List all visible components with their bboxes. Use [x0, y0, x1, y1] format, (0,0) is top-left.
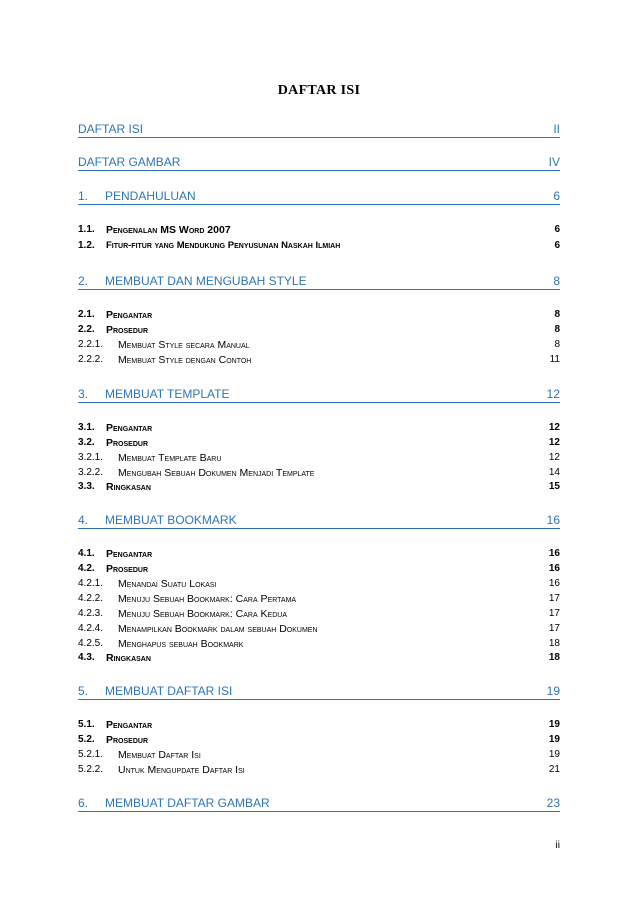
toc-entry-page: 19: [546, 684, 560, 698]
toc-entry-page: 18: [548, 652, 560, 663]
toc-entry-number: 4.2.2.: [78, 593, 104, 604]
toc-entry-page: 8: [553, 274, 560, 288]
toc-entry-number: 5.1.: [78, 719, 95, 730]
toc-entry-number: 4.3.: [78, 652, 95, 663]
toc-entry-number: 4.2.4.: [78, 623, 104, 634]
toc-entry-page: IV: [548, 155, 560, 169]
page-title: DAFTAR ISI: [277, 83, 361, 98]
toc-entry-page: 18: [548, 638, 560, 649]
toc-entry-number: 5.: [78, 684, 89, 698]
toc-entry-chapter-1[interactable]: [78, 189, 560, 207]
toc-entry-text: Pengenalan MS Word 2007: [106, 224, 231, 236]
toc-entry-text: Pengantar: [106, 422, 153, 434]
toc-entry-text: Pengantar: [106, 719, 153, 731]
toc-entry-3-2-1[interactable]: [78, 452, 560, 467]
toc-underline: [78, 289, 560, 290]
toc-entry-number: 5.2.1.: [78, 749, 104, 760]
toc-entry-page: II: [553, 122, 560, 136]
toc-entry-number: 4.1.: [78, 548, 95, 559]
toc-entry-text: DAFTAR ISI: [78, 122, 144, 136]
toc-entry-text: Ringkasan: [106, 481, 151, 493]
toc-entry-1-2[interactable]: [78, 240, 560, 255]
toc-entry-page: 21: [548, 764, 560, 775]
toc-underline: [78, 528, 560, 529]
toc-entry-page: 11: [549, 354, 560, 365]
page-number: ii: [555, 840, 560, 851]
toc-entry-page: 16: [548, 563, 560, 574]
toc-entry-4-2-3[interactable]: [78, 608, 560, 623]
toc-entry-page: 8: [554, 339, 560, 350]
toc-entry-text: Menandai Suatu Lokasi: [118, 578, 217, 590]
toc-entry-3-3[interactable]: [78, 481, 560, 496]
toc-entry-page: 16: [548, 548, 560, 559]
toc-entry-page: 19: [548, 749, 560, 760]
toc-entry-text: Menuju Sebuah Bookmark: Cara Pertama: [118, 593, 297, 605]
toc-entry-text: Fitur-fitur yang Mendukung Penyusunan Naskah Ilmiah: [106, 240, 341, 251]
toc-entry-page: 17: [548, 608, 560, 619]
toc-entry-text: Prosedur: [106, 734, 149, 746]
toc-entry-page: 8: [554, 324, 560, 335]
toc-entry-number: 1.1.: [78, 224, 95, 235]
toc-entry-text: Untuk Mengupdate Daftar Isi: [118, 764, 245, 776]
toc-entry-5-2-2[interactable]: [78, 764, 560, 779]
toc-entry-page: 15: [548, 481, 560, 492]
toc-entry-3-1[interactable]: [78, 422, 560, 437]
toc-entry-number: 2.2.2.: [78, 354, 104, 365]
toc-entry-number: 2.2.: [78, 324, 95, 335]
toc-entry-3-2-2[interactable]: [78, 467, 560, 482]
toc-underline: [78, 170, 560, 171]
toc-entry-text: PENDAHULUAN: [105, 189, 196, 203]
toc-underline: [78, 699, 560, 700]
toc-entry-chapter-4[interactable]: [78, 513, 560, 531]
toc-entry-number: 5.2.2.: [78, 764, 104, 775]
toc-entry-text: Menuju Sebuah Bookmark: Cara Kedua: [118, 608, 288, 620]
toc-entry-page: 19: [548, 719, 560, 730]
toc-entry-number: 1.: [78, 189, 89, 203]
toc-entry-page: 16: [548, 578, 560, 589]
toc-entry-5-2-1[interactable]: [78, 749, 560, 764]
toc-entry-text: Prosedur: [106, 563, 149, 575]
toc-underline: [78, 811, 560, 812]
toc-entry-page: 14: [548, 467, 560, 478]
toc-entry-page: 23: [546, 796, 560, 810]
toc-entry-number: 3.2.2.: [78, 467, 104, 478]
toc-entry-page: 6: [554, 224, 560, 235]
toc-entry-page: 17: [548, 593, 560, 604]
toc-entry-number: 4.: [78, 513, 89, 527]
toc-entry-daftar-isi[interactable]: [78, 122, 560, 140]
toc-entry-4-2-2[interactable]: [78, 593, 560, 608]
toc-entry-4-3[interactable]: [78, 652, 560, 667]
toc-entry-text: MEMBUAT TEMPLATE: [105, 387, 230, 401]
toc-entry-number: 6.: [78, 796, 89, 810]
toc-underline: [78, 137, 560, 138]
toc-entry-chapter-3[interactable]: [78, 387, 560, 405]
toc-entry-page: 16: [546, 513, 560, 527]
toc-entry-2-1[interactable]: [78, 309, 560, 324]
toc-entry-text: DAFTAR GAMBAR: [78, 155, 181, 169]
toc-entry-number: 4.2.5.: [78, 638, 104, 649]
toc-entry-page: 6: [554, 240, 560, 251]
toc-entry-page: 17: [548, 623, 560, 634]
toc-entry-page: 12: [546, 387, 560, 401]
toc-entry-number: 4.2.: [78, 563, 95, 574]
toc-entry-4-2[interactable]: [78, 563, 560, 578]
toc-entry-text: Membuat Style dengan Contoh: [118, 354, 252, 366]
toc-entry-2-2-2[interactable]: [78, 354, 560, 369]
toc-entry-text: MEMBUAT DAFTAR GAMBAR: [105, 796, 270, 810]
toc-entry-3-2[interactable]: [78, 437, 560, 452]
toc-entry-text: Ringkasan: [106, 652, 151, 664]
toc-entry-chapter-5[interactable]: [78, 684, 560, 702]
toc-entry-number: 3.1.: [78, 422, 95, 433]
toc-entry-number: 3.2.: [78, 437, 95, 448]
toc-entry-number: 2.: [78, 274, 89, 288]
toc-entry-text: MEMBUAT DAFTAR ISI: [105, 684, 233, 698]
toc-entry-4-1[interactable]: [78, 548, 560, 563]
toc-entry-text: Membuat Daftar Isi: [118, 749, 201, 761]
toc-entry-text: Prosedur: [106, 437, 149, 449]
toc-entry-chapter-2[interactable]: [78, 274, 560, 292]
toc-entry-text: Pengantar: [106, 309, 153, 321]
toc-entry-text: Membuat Template Baru: [118, 452, 222, 464]
toc-entry-text: Menampilkan Bookmark dalam sebuah Dokumen: [118, 623, 318, 635]
toc-entry-4-2-5[interactable]: [78, 638, 560, 653]
toc-entry-page: 19: [548, 734, 560, 745]
toc-entry-5-1[interactable]: [78, 719, 560, 734]
toc-entry-daftar-gambar[interactable]: [78, 155, 560, 173]
toc-entry-number: 3.3.: [78, 481, 95, 492]
toc-entry-page: 12: [548, 437, 560, 448]
toc-entry-text: Membuat Style secara Manual: [118, 339, 250, 351]
toc-entry-number: 4.2.3.: [78, 608, 104, 619]
toc-entry-text: Pengantar: [106, 548, 153, 560]
toc-entry-number: 1.2.: [78, 240, 95, 251]
toc-underline: [78, 402, 560, 403]
toc-entry-1-1[interactable]: [78, 224, 560, 239]
toc-entry-chapter-6[interactable]: [78, 796, 560, 814]
toc-entry-page: 12: [548, 452, 560, 463]
toc-entry-2-2-1[interactable]: [78, 339, 560, 354]
toc-entry-page: 8: [554, 309, 560, 320]
toc-entry-text: Menghapus sebuah Bookmark: [118, 638, 244, 650]
toc-entry-page: 6: [553, 189, 560, 203]
toc-entry-4-2-4[interactable]: [78, 623, 560, 638]
toc-entry-2-2[interactable]: [78, 324, 560, 339]
toc-entry-5-2[interactable]: [78, 734, 560, 749]
toc-underline: [78, 204, 560, 205]
toc-entry-number: 2.1.: [78, 309, 95, 320]
toc-entry-number: 4.2.1.: [78, 578, 104, 589]
toc-entry-text: Prosedur: [106, 324, 149, 336]
toc-entry-text: Mengubah Sebuah Dokumen Menjadi Template: [118, 467, 315, 479]
toc-entry-number: 2.2.1.: [78, 339, 104, 350]
toc-entry-number: 3.2.1.: [78, 452, 104, 463]
toc-entry-4-2-1[interactable]: [78, 578, 560, 593]
toc-entry-page: 12: [548, 422, 560, 433]
toc-entry-text: MEMBUAT BOOKMARK: [105, 513, 237, 527]
toc-entry-number: 3.: [78, 387, 89, 401]
toc-entry-number: 5.2.: [78, 734, 95, 745]
toc-entry-text: MEMBUAT DAN MENGUBAH STYLE: [105, 274, 307, 288]
